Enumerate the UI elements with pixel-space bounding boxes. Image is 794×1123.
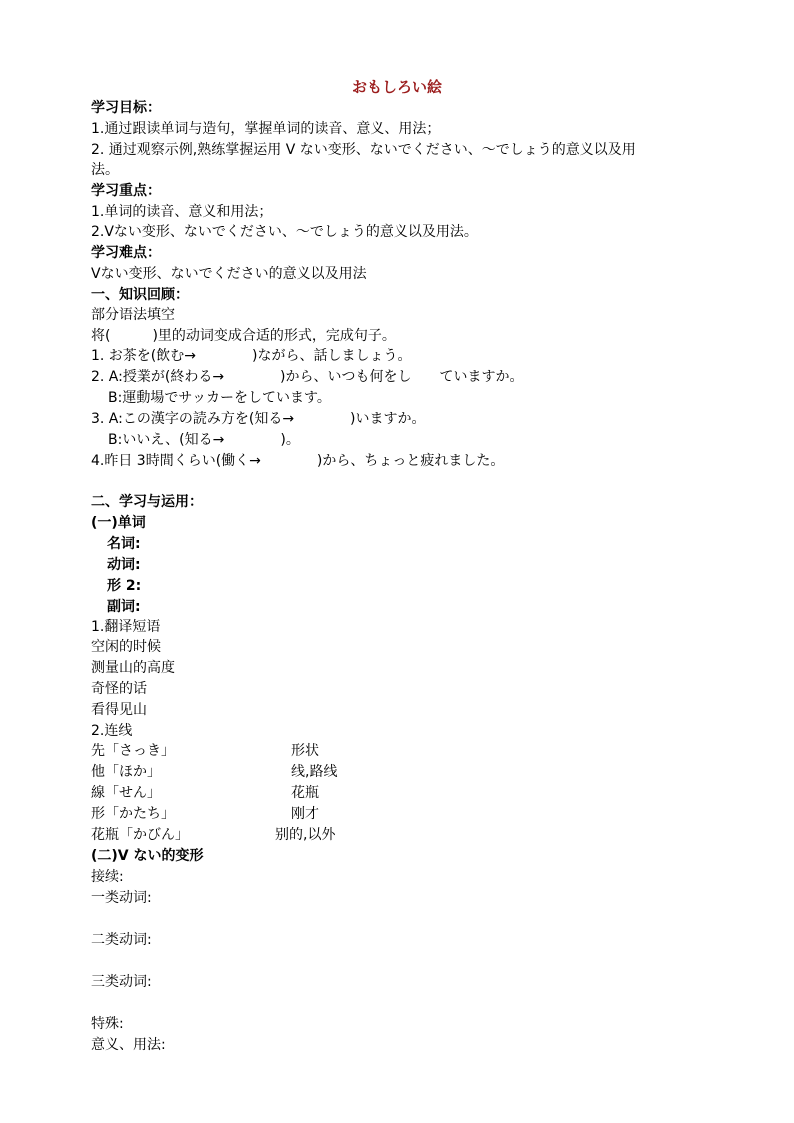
meaning-usage-label: 意义、用法:: [91, 1037, 166, 1053]
objective-item-2: 2. 通过观察示例,熟练掌握运用 V ない变形、ないでください、～でしょう的意义以及用: [91, 142, 636, 158]
phrase-item: 测量山的高度: [91, 660, 175, 676]
review-question-3b: B:いいえ、(知る→ )。: [108, 432, 300, 448]
vocab-verb: 动词:: [107, 557, 141, 573]
match-left-item: 他「ほか」: [91, 764, 161, 780]
review-question-1: 1. お茶を(飲む→ )ながら、話しましょう。: [91, 348, 412, 364]
vocab-heading: (一)单词: [91, 515, 146, 531]
nai-form-heading: (二)V ない的变形: [91, 848, 204, 864]
phrase-item: 奇怪的话: [91, 681, 147, 697]
type1-verb-label: 一类动词:: [91, 890, 152, 906]
type2-verb-label: 二类动词:: [91, 932, 152, 948]
match-right-item: 花瓶: [291, 785, 319, 801]
vocab-adverb: 副词:: [107, 599, 141, 615]
review-question-4: 4.昨日 3時間くらい(働く→ )から、ちょっと疲れました。: [91, 453, 505, 469]
match-heading: 2.连线: [91, 723, 133, 739]
difficulty-item-1: Vない变形、ないでください的意义以及用法: [91, 266, 367, 282]
objectives-heading: 学习目标：: [91, 100, 161, 116]
document-title: おもしろい絵: [351, 78, 442, 96]
translate-heading: 1.翻译短语: [91, 619, 161, 635]
objective-item-2-cont: 法。: [91, 162, 119, 178]
match-left-item: 線「せん」: [91, 785, 161, 801]
special-label: 特殊:: [91, 1016, 124, 1032]
objective-item-1: 1.通过跟读单词与造句，掌握单词的读音、意义、用法；: [91, 121, 441, 137]
study-heading: 二、学习与运用：: [91, 494, 203, 510]
match-right-item: 刚才: [291, 806, 319, 822]
match-right-item: 别的,以外: [275, 827, 336, 843]
review-question-2b: B:運動場でサッカーをしています。: [108, 390, 331, 406]
review-question-3a: 3. A:この漢字の読み方を(知る→ )いますか。: [91, 411, 426, 427]
review-subheading: 部分语法填空: [91, 307, 175, 323]
review-heading: 一、知识回顾：: [91, 287, 189, 303]
vocab-noun: 名词:: [107, 536, 141, 552]
match-left-item: 花瓶「かびん」: [91, 827, 189, 843]
key-point-item-2: 2.Vない变形、ないでください、～でしょう的意义以及用法。: [91, 224, 478, 240]
vocab-adjective: 形 2:: [107, 578, 142, 594]
review-instruction: 将( )里的动词变成合适的形式，完成句子。: [91, 328, 396, 344]
type3-verb-label: 三类动词:: [91, 974, 152, 990]
connect-label: 接续:: [91, 869, 124, 885]
match-right-item: 线,路线: [291, 764, 338, 780]
difficulties-heading: 学习难点：: [91, 245, 161, 261]
match-left-item: 先「さっき」: [91, 743, 175, 759]
phrase-item: 看得见山: [91, 702, 147, 718]
review-question-2a: 2. A:授業が(終わる→ )から、いつも何をし ていますか。: [91, 369, 524, 385]
key-point-item-1: 1.单词的读音、意义和用法；: [91, 204, 273, 220]
phrase-item: 空闲的时候: [91, 639, 161, 655]
match-left-item: 形「かたち」: [91, 806, 175, 822]
match-right-item: 形状: [291, 743, 319, 759]
key-points-heading: 学习重点：: [91, 183, 161, 199]
